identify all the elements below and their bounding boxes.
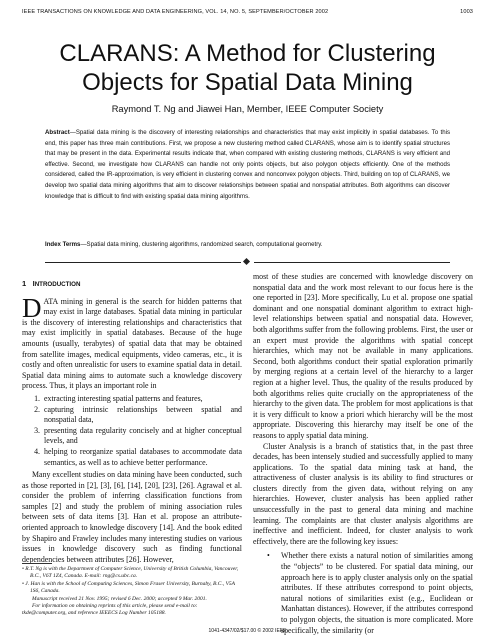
drop-cap: D <box>22 292 42 323</box>
abstract <box>45 128 450 202</box>
journal-header: IEEE TRANSACTIONS ON KNOWLEDGE AND DATA ENGINEERING, VOL. 14, NO. 5, SEPTEMBER/OCTOBER 2002 <box>22 9 329 15</box>
footnote-author-han: • J. Han is with the School of Computing Sciences, Simon Fraser University, Burnaby, B.C., V5A 1S6, Canada. <box>22 580 235 595</box>
separator-diamond <box>243 258 250 265</box>
section-number: 1 <box>22 279 27 288</box>
section-title-rest: NTRODUCTION <box>34 281 81 288</box>
issues-list <box>253 551 473 636</box>
roles-list <box>22 394 242 468</box>
right-column <box>253 272 473 636</box>
copyright-line: 1041-4347/02/$17.00 © 2002 IEEE <box>208 628 287 634</box>
section-title-initial: I <box>32 279 35 288</box>
bullet-icon: • <box>267 551 270 561</box>
footnote-reprints: For information on obtaining reprints of this article, please send e-mail to: tkde@computer.org, and reference IEEECS Log Number 105188. <box>22 603 198 617</box>
list-item: 3. presenting data regularity concisely and at higher conceptual levels, and <box>42 426 242 447</box>
bullet-text: Whether there exists a natural notion of similarities among the “objects” to be clustered. For spatial data mining, our approach here is to apply cluster analysis only on the spatial attributes. If these attributes correspond to point objects, natural notions of similarities exist (e.g., Euclidean or Manhattan distances). However, if the attributes correspond to polygon objects, the situation is more complicated. More specifically, the similarity (or <box>281 551 473 635</box>
intro-paragraph <box>22 292 242 392</box>
list-item: 1. extracting interesting spatial patterns and features, <box>42 394 242 405</box>
left-column <box>22 279 242 565</box>
paper-title: CLARANS: A Method for Clustering Objects for Spatial Data Mining <box>59 40 436 96</box>
running-header <box>22 9 473 15</box>
index-terms <box>45 240 450 250</box>
list-item <box>269 551 473 636</box>
footnotes <box>22 566 242 618</box>
section-heading <box>22 279 242 291</box>
list-item: 4. helping to reorganize spatial databases to accommodate data semantics, as well as to achieve better performance. <box>42 447 242 468</box>
abstract-label: Abstract <box>45 129 70 136</box>
separator-right <box>254 262 450 263</box>
page-number: 1003 <box>460 9 473 15</box>
body-paragraph: Cluster Analysis is a branch of statistics that, in the past three decades, has been intensely studied and successfully applied to many applications. To the spatial data mining task at hand, the attractiveness of cluster analysis is its ability to find structures or clusters directly from the given data, without relying on any hierarchies. However, cluster analysis has been applied rather unsuccessfully in the past to general data mining and machine learning. The complaints are that cluster analysis algorithms are ineffective and inefficient. Indeed, for cluster analysis to work effectively, there are the following key issues: <box>253 441 473 546</box>
body-paragraph: Many excellent studies on data mining have been conducted, such as those reported in [2], [3], [6], [14], [20], [23], [26]. Agrawal et al. consider the problem of inferring classification functions from samples [2] and study the problem of mining association rules between sets of data items [3]. Han et al. propose an attribute-oriented approach to knowledge discovery [14]. And the book edited by Shapiro and Frawley includes many interesting studies on various issues in knowledge discovery such as finding functional dependencies between attributes [26]. However, <box>22 470 242 564</box>
index-terms-label: Index Terms <box>45 241 81 248</box>
intro-text: ATA mining in general is the search for hidden patterns that may exist in large databases. Spatial data mining in particular is the discovery of interesting relationships and characteristics that may exist implicitly in spatial databases. Because of the huge amounts (usually, terabytes) of spatial data that may be obtained from satellite images, medical equipments, video cameras, etc., it is costly and often unrealistic for users to examine spatial data in detail. Spatial data mining aims to automate such a knowledge discovery process. Thus, it plays an important role in <box>22 296 242 391</box>
footnote-received: Manuscript received 21 Nov. 1995; revised 6 Dec. 2000; accepted 9 Mar. 2001. <box>32 595 207 602</box>
footnote-author-ng: • R.T. Ng is with the Department of Computer Science, University of British Columbia, Vancouver, B.C., V6T 1Z4, Canada. E-mail: rng@cs.ubc.ca. <box>22 566 239 580</box>
body-paragraph: most of these studies are concerned with knowledge discovery on nonspatial data and the work most relevant to our focus here is the one reported in [23]. More specifically, Lu et al. propose one spatial dominant and one nonspatial dominant algorithm to extract high-level relationships between spatial and nonspatial data. However, both algorithms suffer from the following problems. First, the user or an expert must provide the algorithms with spatial concept hierarchies, which may not be available in many applications. Second, both algorithms conduct their spatial exploration primarily by merging regions at a certain level of the hierarchy to a larger region at a higher level. Thus, the quality of the results produced by both algorithms relies quite crucially on the appropriateness of the hierarchy to the given data. The problem for most applications is that it is very difficult to know a priori which hierarchy will be the most appropriate. Discovering this hierarchy may itself be one of the reasons to apply spatial data mining. <box>253 272 473 440</box>
separator-left <box>45 262 241 263</box>
author-line: Raymond T. Ng and Jiawei Han, Member, IEEE Computer Society <box>111 104 384 114</box>
footnote-rule <box>22 563 52 564</box>
abstract-text: —Spatial data mining is the discovery of interesting relationships and characteristics that may exist implicitly in spatial databases. To this end, this paper has three main contributions. First, we propose a new clustering method called CLARANS, whose aim is to identify spatial structures that may be present in the data. Experimental results indicate that, when compared with existing clustering methods, CLARANS is very efficient and effective. Second, we investigate how CLARANS can handle not only points objects, but also polygon objects efficiently. One of the methods considered, called the IR-approximation, is very efficient in clustering convex and nonconvex polygon objects. Third, building on top of CLARANS, we develop two spatial data mining algorithms that aim to discover relationships between spatial and nonspatial attributes. Both algorithms can discover knowledge that is difficult to find with existing spatial data mining algorithms. <box>45 129 450 200</box>
index-terms-text: —Spatial data mining, clustering algorithms, randomized search, computational geometry. <box>80 241 323 248</box>
list-item: 2. capturing intrinsic relationships between spatial and nonspatial data, <box>42 405 242 426</box>
